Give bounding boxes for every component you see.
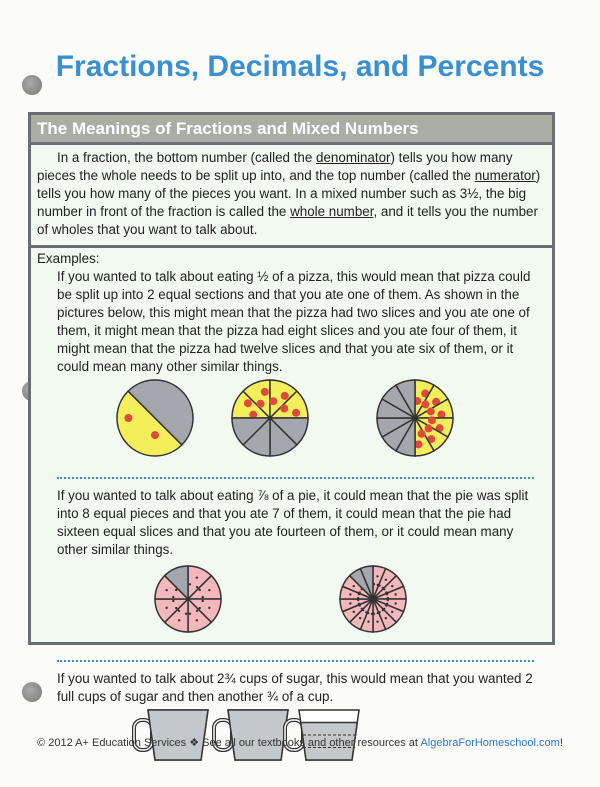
pepperoni (428, 416, 436, 424)
crumb (391, 585, 393, 587)
crumb (385, 579, 387, 581)
crumb (165, 607, 167, 609)
pizza-illustrations (37, 376, 547, 462)
crumb (385, 604, 387, 606)
crumb (357, 597, 359, 599)
sugar-fill (228, 710, 288, 760)
pepperoni (281, 392, 289, 400)
crumb (196, 576, 198, 578)
crumb (394, 602, 396, 604)
crumb (199, 589, 201, 591)
term-whole-number: whole number (290, 204, 374, 219)
crumb (196, 610, 198, 612)
sugar-example-text: If you wanted to talk about 2¾ cups of sugar, this would mean that you wanted 2 full cups of sugar and then another ¾ of a cup. (57, 671, 533, 704)
crumb (165, 589, 167, 591)
pepperoni (292, 409, 300, 417)
pie (155, 566, 221, 632)
crumb (383, 588, 385, 590)
term-denominator: denominator (316, 150, 391, 165)
page-title: Fractions, Decimals, and Percents (55, 50, 545, 83)
intro-text: ) tells you how many of the pieces you want. In a mixed number such as 3½, the big number in front of the fraction is called the (37, 168, 541, 219)
crumb (208, 589, 210, 591)
lesson-box (28, 112, 555, 704)
pepperoni (269, 397, 277, 405)
pepperoni (256, 400, 264, 408)
crumb (387, 599, 389, 601)
crumb (175, 607, 177, 609)
crumb (361, 608, 363, 610)
pepperoni (425, 424, 433, 432)
crumb (349, 593, 351, 595)
measuring-cup (134, 710, 208, 760)
pizza (117, 380, 193, 456)
website-link[interactable]: AlgebraForHomeschool.com (420, 737, 560, 749)
crumb (178, 610, 180, 612)
crumb (386, 593, 388, 595)
crumb (376, 620, 378, 622)
pepperoni (261, 388, 269, 396)
measuring-cup (214, 710, 288, 760)
sugar-fill (148, 710, 208, 760)
pizza (232, 380, 308, 456)
pie-illustrations (37, 559, 547, 645)
pie (340, 566, 406, 632)
crumb (353, 611, 355, 613)
intro-text: ) tells you how many pieces the whole needs to be split up into, and the top number (called the (37, 150, 513, 183)
pepperoni (427, 407, 435, 415)
crumb (189, 583, 191, 585)
crumb (378, 584, 380, 586)
crumb (196, 586, 198, 588)
crumb (196, 619, 198, 621)
footer-end: ! (559, 737, 563, 749)
crumb (189, 613, 191, 615)
dotted-divider (57, 477, 534, 479)
crumb (172, 596, 174, 598)
crumb (178, 619, 180, 621)
crumb (202, 596, 204, 598)
examples-section (31, 248, 552, 771)
crumb (358, 591, 360, 593)
crumb (185, 613, 187, 615)
crumb (199, 607, 201, 609)
term-numerator: numerator (474, 168, 536, 183)
pizza (377, 380, 453, 456)
cup-illustrations (37, 706, 547, 764)
intro-text: In a fraction, the bottom number (called the (57, 150, 317, 165)
crumb (385, 617, 387, 619)
crumb (365, 611, 367, 613)
section-heading: The Meanings of Fractions and Mixed Numbers (31, 115, 552, 145)
crumb (377, 612, 379, 614)
pepperoni (280, 404, 288, 412)
crumb (353, 585, 355, 587)
pizza-example-text: If you wanted to talk about eating ½ of a pizza, this would mean that pizza could be split up into 2 equal sections and that you ate one of them. As shown in the pictures below, this might mean that the pizza had two slices and you ate one of them, it might mean that the pizza had eight slices and you ate four of them, it might mean that the pizza had twelve slices and that you ate six of them, or it could mean many other similar things. (57, 269, 531, 374)
crumb (175, 589, 177, 591)
measuring-cup (285, 710, 359, 760)
crumb (371, 613, 373, 615)
crumb (391, 611, 393, 613)
crumb (172, 600, 174, 602)
dotted-divider (57, 660, 534, 662)
intro-text: , and it tells you the number of wholes that you want to talk about. (37, 204, 538, 237)
pie-example-text: If you wanted to talk about eating ⅞ of a pie, it could mean that the pie was split into 8 equal pieces and that you ate 7 of them, it could mean that the pie had sixteen equal slices and that you ate fourteen of them, or it could mean many other similar things. (57, 488, 529, 557)
pepperoni (151, 431, 159, 439)
pepperoni (244, 399, 252, 407)
intro-paragraph (31, 145, 552, 248)
examples-label: Examples: (37, 251, 100, 266)
pepperoni (421, 400, 429, 408)
crumb (202, 600, 204, 602)
crumb (349, 602, 351, 604)
footer (0, 736, 600, 749)
pepperoni (418, 430, 426, 438)
pepperoni (124, 414, 132, 422)
crumb (382, 609, 384, 611)
crumb (208, 607, 210, 609)
crumb (394, 593, 396, 595)
crumb (359, 617, 361, 619)
crumb (358, 603, 360, 605)
crumb (367, 620, 369, 622)
copyright: © 2012 A+ Education Services ❖ See all our textbooks and other resources at (37, 737, 421, 749)
crumb (376, 575, 378, 577)
